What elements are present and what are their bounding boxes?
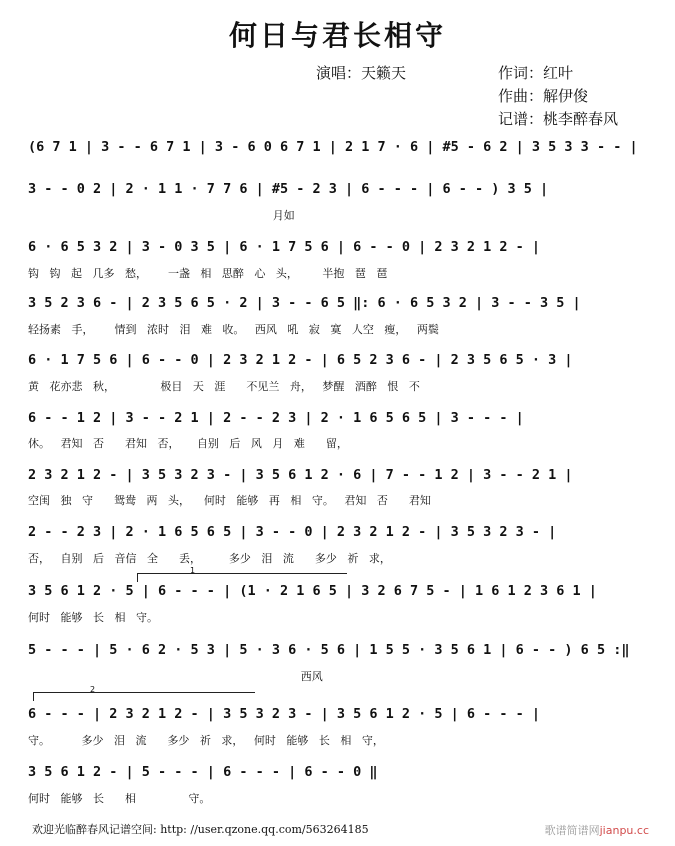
- lyric-line-7: 空闺 独 守 鸳鸯 两 头， 何时 能够 再 相 守。 君知 否 君知: [28, 494, 431, 507]
- singer-credit: 演唱：天籁天: [316, 64, 407, 82]
- lyric-line-5: 黄 花亦悲 秋， 极目 天 涯 不见兰 舟， 梦醒 酒醉 恨 不: [28, 380, 420, 393]
- music-line-8: 2 - - 2 3 | 2 · 1 6 5 6 5 | 3 - - 0 | 2 3 2 1 2 - | 3 5 3 2 3 - |: [28, 524, 557, 540]
- composer-credit: 作曲：解伊俊: [498, 87, 589, 105]
- lyric-line-6: 休。 君知 否 君知 否， 自别 后 风 月 难 留，: [28, 437, 348, 450]
- music-line-3: 6 · 6 5 3 2 | 3 - 0 3 5 | 6 · 1 7 5 6 | 6 - - 0 | 2 3 2 1 2 - |: [28, 239, 541, 255]
- lyric-line-11: 守。 多少 泪 流 多少 祈 求， 何时 能够 长 相 守，: [28, 734, 384, 747]
- music-line-9: 3 5 6 1 2 · 5 | 6 - - - | (1 · 2 1 6 5 | 3 2 6 7 5 - | 1 6 1 2 3 6 1 |: [28, 583, 597, 599]
- volta-bracket-2: [33, 692, 255, 693]
- lyric-line-8: 否， 自别 后 音信 全 丢， 多少 泪 流 多少 祈 求，: [28, 552, 391, 565]
- music-line-2: 3 - - 0 2 | 2 · 1 1 · 7 7 6 | #5 - 2 3 | 6 - - - | 6 - - ) 3 5 |: [28, 181, 549, 197]
- music-line-7: 2 3 2 1 2 - | 3 5 3 2 3 - | 3 5 6 1 2 · 6 | 7 - - 1 2 | 3 - - 2 1 |: [28, 467, 573, 483]
- lyric-line-3: 钩 钩 起 几多 愁， 一盏 相 思醉 心 头， 半抱 琶 琶: [28, 267, 388, 280]
- footer-link[interactable]: 欢迎光临醉春风记谱空间: http: //user.qzone.qq.com/563264185: [32, 823, 369, 836]
- volta-label-2: 2: [90, 685, 96, 694]
- music-line-5: 6 · 1 7 5 6 | 6 - - 0 | 2 3 2 1 2 - | 6 5 2 3 6 - | 2 3 5 6 5 · 3 |: [28, 352, 573, 368]
- lyricist-credit: 作词：红叶: [498, 64, 574, 82]
- lyric-line-10: 西风: [28, 670, 323, 683]
- volta-bracket-1: [137, 573, 347, 574]
- music-line-12: 3 5 6 1 2 - | 5 - - - | 6 - - - | 6 - - 0 ‖: [28, 764, 378, 780]
- music-line-6: 6 - - 1 2 | 3 - - 2 1 | 2 - - 2 3 | 2 · 1 6 5 6 5 | 3 - - - |: [28, 410, 524, 426]
- lyric-line-9: 何时 能够 长 相 守。: [28, 611, 158, 624]
- lyric-line-2: 月如: [28, 209, 295, 222]
- music-line-4: 3 5 2 3 6 - | 2 3 5 6 5 · 2 | 3 - - 6 5 ‖: 6 · 6 5 3 2 | 3 - - 3 5 |: [28, 295, 581, 311]
- site-watermark: [545, 822, 649, 838]
- watermark-site: 歌谱简谱网: [544, 824, 600, 837]
- lyric-line-12: 何时 能够 长 相 守。: [28, 792, 211, 805]
- volta-label-1: 1: [190, 566, 196, 575]
- music-line-11: 6 - - - | 2 3 2 1 2 - | 3 5 3 2 3 - | 3 5 6 1 2 · 5 | 6 - - - |: [28, 706, 541, 722]
- watermark-url: jianpu.cc: [599, 824, 649, 837]
- lyric-line-4: 轻扬素 手， 情到 浓时 泪 难 收。 西风 吼 寂 寞 人空 瘦， 两鬓: [28, 323, 439, 336]
- song-title: 何日与君长相守: [228, 19, 446, 52]
- music-line-10: 5 - - - | 5 · 6 2 · 5 3 | 5 · 3 6 · 5 6 | 1 5 5 · 3 5 6 1 | 6 - - ) 6 5 :‖: [28, 642, 630, 658]
- music-line-1: (6 7 1 | 3 - - 6 7 1 | 3 - 6 0 6 7 1 | 2 1 7 · 6 | #5 - 6 2 | 3 5 3 3 - - |: [28, 139, 638, 155]
- transcriber-credit: 记谱：桃李醉春风: [498, 110, 619, 128]
